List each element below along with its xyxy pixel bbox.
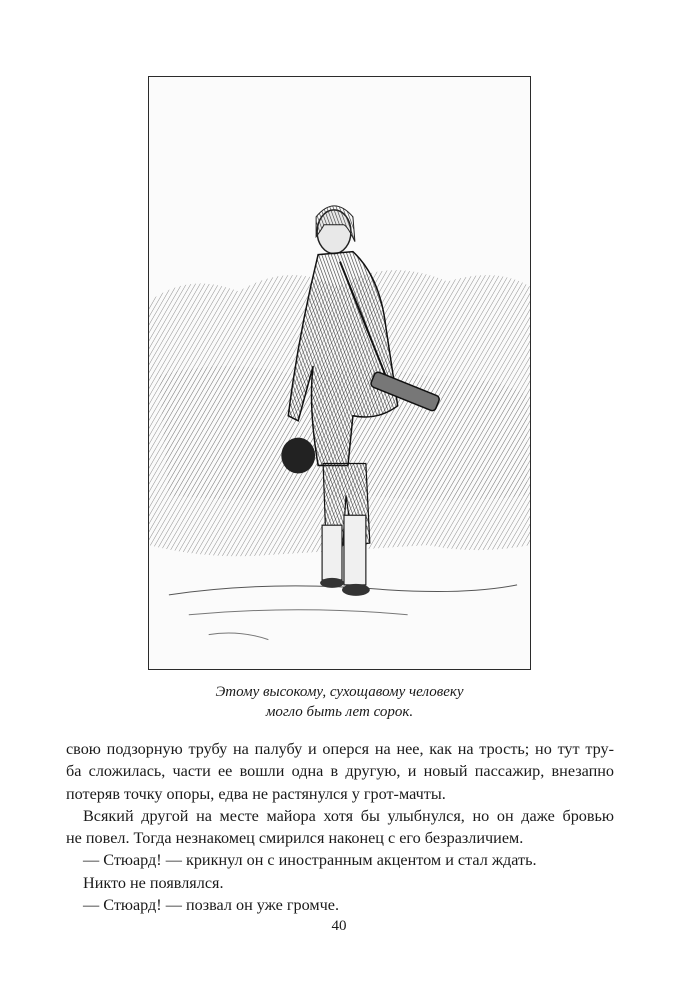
text-line: свою подзорную трубу на палубу и оперся на нее, как на трость; но тут тру- xyxy=(66,740,614,758)
text-line: — Стюард! — крикнул он с иностранным акцентом и стал ждать. xyxy=(83,851,537,870)
engraving-figure xyxy=(149,77,530,669)
page-number: 40 xyxy=(331,918,347,934)
body-text xyxy=(66,738,614,916)
text-line: — Стюард! — позвал он уже громче. xyxy=(83,896,340,915)
text-line: не повел. Тогда незнакомец смирился наконец с его безразличием. xyxy=(66,829,524,848)
illustration-caption xyxy=(148,682,531,722)
illustration xyxy=(148,76,531,670)
text-line: ба сложилась, части ее вошли одна в другую, и новый пассажир, внезапно xyxy=(66,762,614,781)
text-line: Всякий другой на месте майора хотя бы улыбнулся, но он даже бровью xyxy=(83,806,614,825)
text-line: Никто не появлялся. xyxy=(83,873,224,892)
text-line: потеряв точку опоры, едва не растянулся у грот-мачты. xyxy=(66,784,446,803)
caption-line: могло быть лет сорок. xyxy=(265,704,414,720)
caption-line: Этому высокому, сухощавому человеку xyxy=(215,684,464,700)
